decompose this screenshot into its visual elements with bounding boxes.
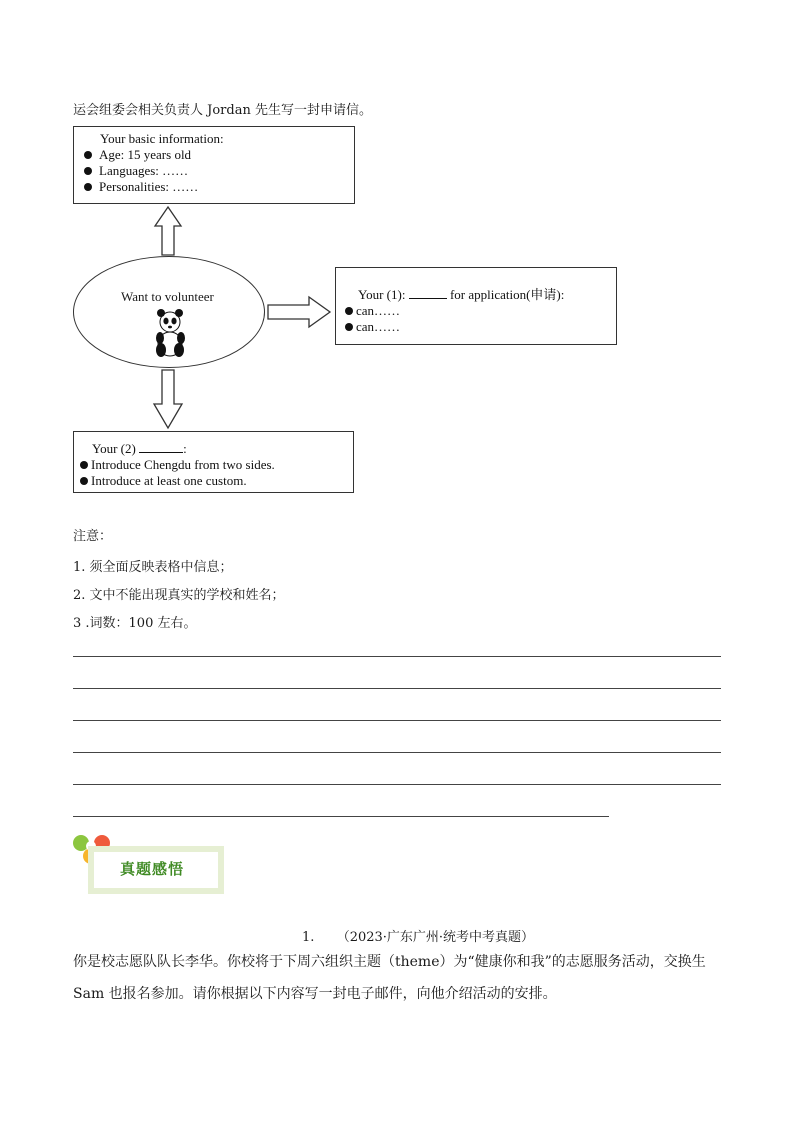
section-banner-label: 真题感悟 <box>120 860 185 878</box>
note-item: 3 .词数：100 左右。 <box>73 616 197 631</box>
writing-line <box>73 816 609 817</box>
writing-line <box>73 784 721 785</box>
arrow-up-icon <box>155 207 181 255</box>
arrow-down-icon <box>154 370 182 428</box>
bullet-icon <box>80 477 88 485</box>
list-item: Languages: …… <box>84 163 354 179</box>
writing-line <box>73 656 721 657</box>
bullet-icon <box>345 323 353 331</box>
center-label: Want to volunteer <box>121 289 214 304</box>
note-item: 2. 文中不能出现真实的学校和姓名； <box>73 588 285 603</box>
list-item: Age: 15 years old <box>84 147 354 163</box>
question-number: 1. <box>302 930 315 945</box>
blank-line <box>409 287 447 299</box>
list-item: can…… <box>345 303 616 319</box>
application-heading: Your (1): for application(申请): <box>358 287 565 302</box>
list-item: Personalities: …… <box>84 179 354 195</box>
writing-line <box>73 720 721 721</box>
question-heading <box>302 926 534 945</box>
bullet-icon <box>345 307 353 315</box>
bullet-icon <box>80 461 88 469</box>
list-item: Introduce at least one custom. <box>80 473 353 489</box>
arrow-right-icon <box>268 297 330 327</box>
question-paragraph: 你是校志愿队队长李华。你校将于下周六组织主题（theme）为“健康你和我”的志愿服务活动，交换生 Sam 也报名参加。请你根据以下内容写一封电子邮件，向他介绍活动的安排。 <box>73 954 706 1002</box>
blank-line <box>139 441 183 453</box>
introduce-heading: Your (2) : <box>92 441 187 456</box>
question-source: （2023·广东广州·统考中考真题） <box>336 930 535 945</box>
intro-text: 运会组委会相关负责人 Jordan 先生写一封申请信。 <box>73 103 372 118</box>
writing-line <box>73 752 721 753</box>
list-item: can…… <box>345 319 616 335</box>
basic-info-heading: Your basic information: <box>100 131 224 146</box>
application-box <box>335 267 617 345</box>
introduce-box <box>73 431 354 493</box>
notes-title: 注意： <box>73 529 113 544</box>
list-item: Introduce Chengdu from two sides. <box>80 457 353 473</box>
writing-line <box>73 688 721 689</box>
panda-icon <box>150 308 190 360</box>
note-item: 1. 须全面反映表格中信息； <box>73 560 233 575</box>
